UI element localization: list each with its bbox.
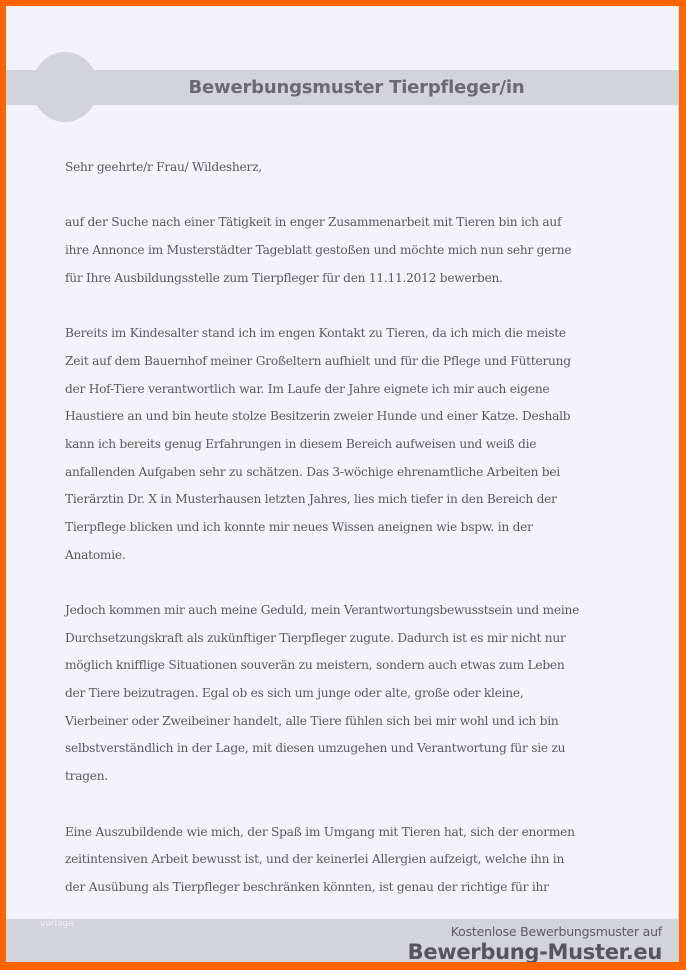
- text-line: auf der Suche nach einer Tätigkeit in enger Zusammenarbeit mit Tieren bin ich auf: [65, 215, 562, 230]
- paragraph-1: [65, 209, 645, 292]
- text-line: kann ich bereits genug Erfahrungen in diesem Bereich aufweisen und weiß die: [65, 436, 537, 451]
- text-line: Jedoch kommen mir auch meine Geduld, mein Verantwortungsbewusstsein und meine: [65, 603, 580, 617]
- text-line: Tierpflege blicken und ich konnte mir neues Wissen aneignen wie bspw. in der: [65, 519, 533, 534]
- text-line: Haustiere an und bin heute stolze Besitzerin zweier Hunde und einer Katze. Deshalb: [65, 409, 571, 424]
- text-line: anfallenden Aufgaben sehr zu schätzen. Das 3-wöchige ehrenamtliche Arbeiten bei: [65, 464, 560, 479]
- paragraph-4: [65, 819, 645, 902]
- text-line: Vierbeiner oder Zweibeiner handelt, alle Tiere fühlen sich bei mir wohl und ich bin: [65, 713, 559, 728]
- text-line: möglich knifflige Situationen souverän zu meistern, sondern auch etwas zum Leben: [65, 658, 565, 673]
- page-title: Bewerbungsmuster Tierpfleger/in: [188, 77, 525, 98]
- text-line: der Hof-Tiere verantwortlich war. Im Laufe der Jahre eignete ich mir auch eigene: [65, 381, 550, 396]
- text-line: Durchsetzungskraft als zukünftiger Tierpfleger zugute. Dadurch ist es mir nicht nur: [65, 630, 566, 645]
- salutation: Sehr geehrte/r Frau/ Wildesherz,: [65, 160, 262, 174]
- paragraph-2: [65, 320, 645, 569]
- letter-page: [6, 6, 679, 962]
- paragraph-3: [65, 597, 645, 791]
- text-line: Anatomie.: [65, 547, 126, 562]
- letter-body: [65, 154, 645, 902]
- text-line: für Ihre Ausbildungsstelle zum Tierpfleger für den 11.11.2012 bewerben.: [65, 270, 503, 285]
- text-line: Zeit auf dem Bauernhof meiner Großeltern aufhielt und für die Pflege und Fütterung: [65, 353, 571, 368]
- text-line: Tierärztin Dr. X in Musterhausen letzten Jahres, lies mich tiefer in den Bereich der: [65, 492, 557, 507]
- text-line: Bereits im Kindesalter stand ich im engen Kontakt zu Tieren, da ich mich die meiste: [65, 326, 566, 341]
- text-line: tragen.: [65, 769, 108, 784]
- text-line: ihre Annonce im Musterstädter Tageblatt gestoßen und möchte mich nun sehr gerne: [65, 243, 572, 258]
- footer-site-link[interactable]: Bewerbung-Muster.eu: [407, 940, 662, 962]
- text-line: der Tiere beizutragen. Egal ob es sich um junge oder alte, große oder kleine,: [65, 686, 524, 701]
- watermark-text: vorlage: [40, 919, 74, 929]
- text-line: der Ausübung als Tierpfleger beschränken könnten, ist genau der richtige für ihr: [65, 879, 549, 894]
- footer-tagline: Kostenlose Bewerbungsmuster auf: [450, 924, 662, 939]
- text-line: selbstverständlich in der Lage, mit diesen umzugehen und Verantwortung für sie zu: [65, 741, 566, 756]
- text-line: zeitintensiven Arbeit bewusst ist, und der keinerlei Allergien aufzeigt, welche ihn in: [65, 852, 565, 867]
- text-line: Eine Auszubildende wie mich, der Spaß im Umgang mit Tieren hat, sich der enormen: [65, 824, 575, 839]
